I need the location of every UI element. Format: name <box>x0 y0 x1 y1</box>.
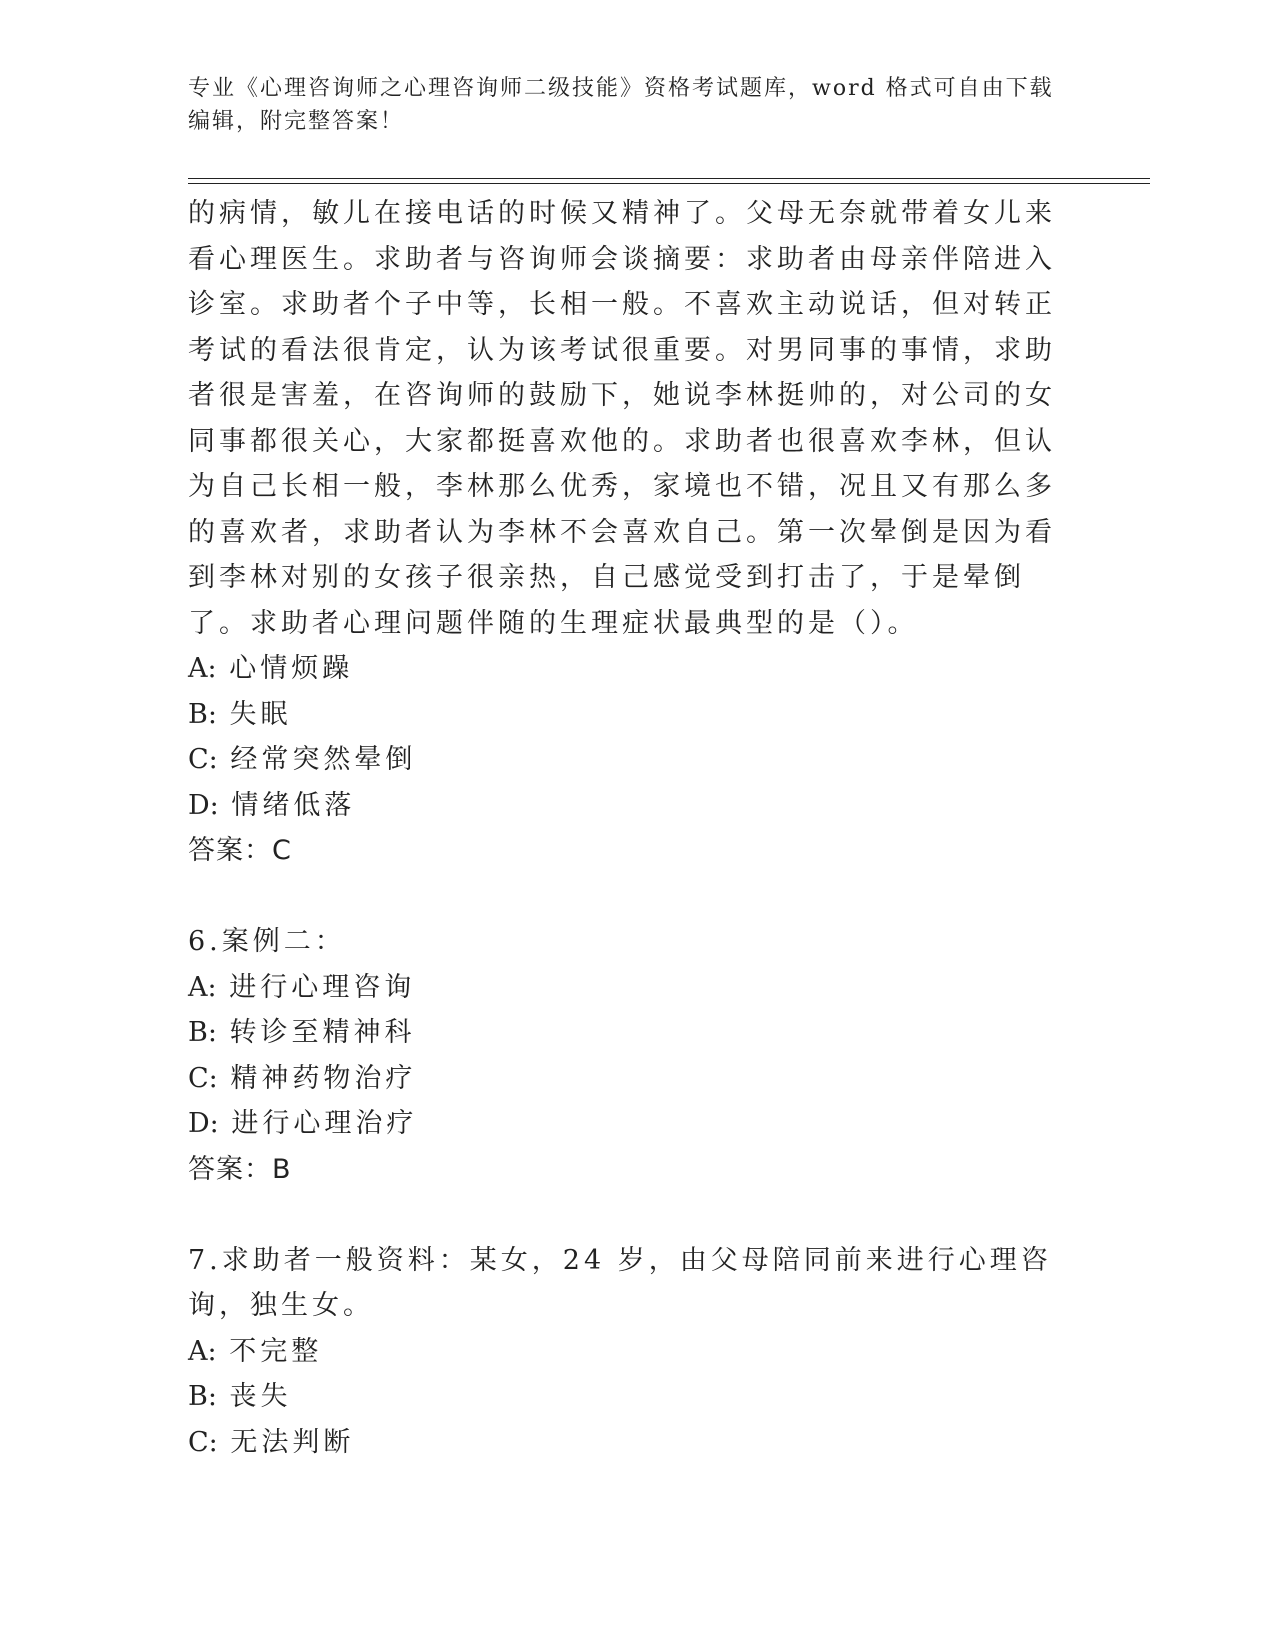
question-6 <box>188 919 1068 1192</box>
option-b <box>188 692 1068 738</box>
option-d <box>188 1101 1068 1147</box>
option-text: 精神药物治疗 <box>230 1062 417 1094</box>
header-line-1: 专业《心理咨询师之心理咨询师二级技能》资格考试题库，word 格式可自由下载 <box>188 76 1054 101</box>
option-a <box>188 965 1068 1011</box>
spacer <box>188 1192 1068 1238</box>
option-c <box>188 1420 1068 1466</box>
header-rule-top <box>188 178 1150 179</box>
spacer <box>188 874 1068 920</box>
question-text: 的病情，敏儿在接电话的时候又精神了。父母无奈就带着女儿来看心理医生。求助者与咨询师会谈摘要：求助者由母亲伴陪进入诊室。求助者个子中等，长相一般。不喜欢主动说话，但对转正考试的看法很肯定，认为该考试很重要。对男同事的事情，求助者很是害羞，在咨询师的鼓励下，她说李林挺帅的，对公司的女同事都很关心，大家都挺喜欢他的。求助者也很喜欢李林，但认为自己长相一般，李林那么优秀，家境也不错，况且又有那么多的喜欢者，求助者认为李林不会喜欢自己。第一次晕倒是因为看到李林对别的女孩子很亲热，自己感觉受到打击了，于是晕倒了。求助者心理问题伴随的生理症状最典型的是（）。 <box>188 198 1056 639</box>
option-b <box>188 1010 1068 1056</box>
option-key: B: <box>188 1017 217 1048</box>
option-text: 无法判断 <box>230 1426 355 1458</box>
option-key: A: <box>188 653 217 684</box>
option-key: A: <box>188 971 217 1003</box>
option-key: B: <box>188 698 217 730</box>
question-7 <box>188 1238 1068 1466</box>
option-text: 进行心理治疗 <box>231 1108 418 1139</box>
question-text: 7.求助者一般资料：某女，24 岁，由父母陪同前来进行心理咨询，独生女。 <box>188 1244 1052 1321</box>
option-text: 情绪低落 <box>231 789 356 821</box>
option-key: D: <box>188 789 219 821</box>
option-c <box>188 1056 1068 1102</box>
option-key: C: <box>188 744 218 775</box>
option-text: 失眠 <box>229 698 292 730</box>
option-key: D: <box>188 1108 219 1139</box>
document-body <box>188 191 1068 1465</box>
header-line-2: 编辑，附完整答案！ <box>188 109 405 134</box>
option-key: B: <box>188 1381 217 1412</box>
option-a <box>188 646 1068 692</box>
option-text: 心情烦躁 <box>229 653 354 684</box>
option-key: C: <box>188 1062 218 1094</box>
option-key: A: <box>188 1335 217 1367</box>
answer-line: 答案：C <box>188 835 292 866</box>
question-text: 6.案例二： <box>188 926 346 957</box>
question-5 <box>188 191 1068 874</box>
option-b <box>188 1374 1068 1420</box>
page-header <box>188 72 1088 138</box>
option-text: 不完整 <box>229 1335 323 1367</box>
option-text: 丧失 <box>229 1381 292 1412</box>
option-text: 经常突然晕倒 <box>230 744 417 775</box>
option-d <box>188 783 1068 829</box>
option-text: 进行心理咨询 <box>229 971 416 1003</box>
option-c <box>188 737 1068 783</box>
option-key: C: <box>188 1426 218 1458</box>
header-rule-bottom <box>188 183 1150 184</box>
option-text: 转诊至精神科 <box>229 1017 416 1048</box>
option-a <box>188 1329 1068 1375</box>
answer-line: 答案：B <box>188 1153 292 1185</box>
